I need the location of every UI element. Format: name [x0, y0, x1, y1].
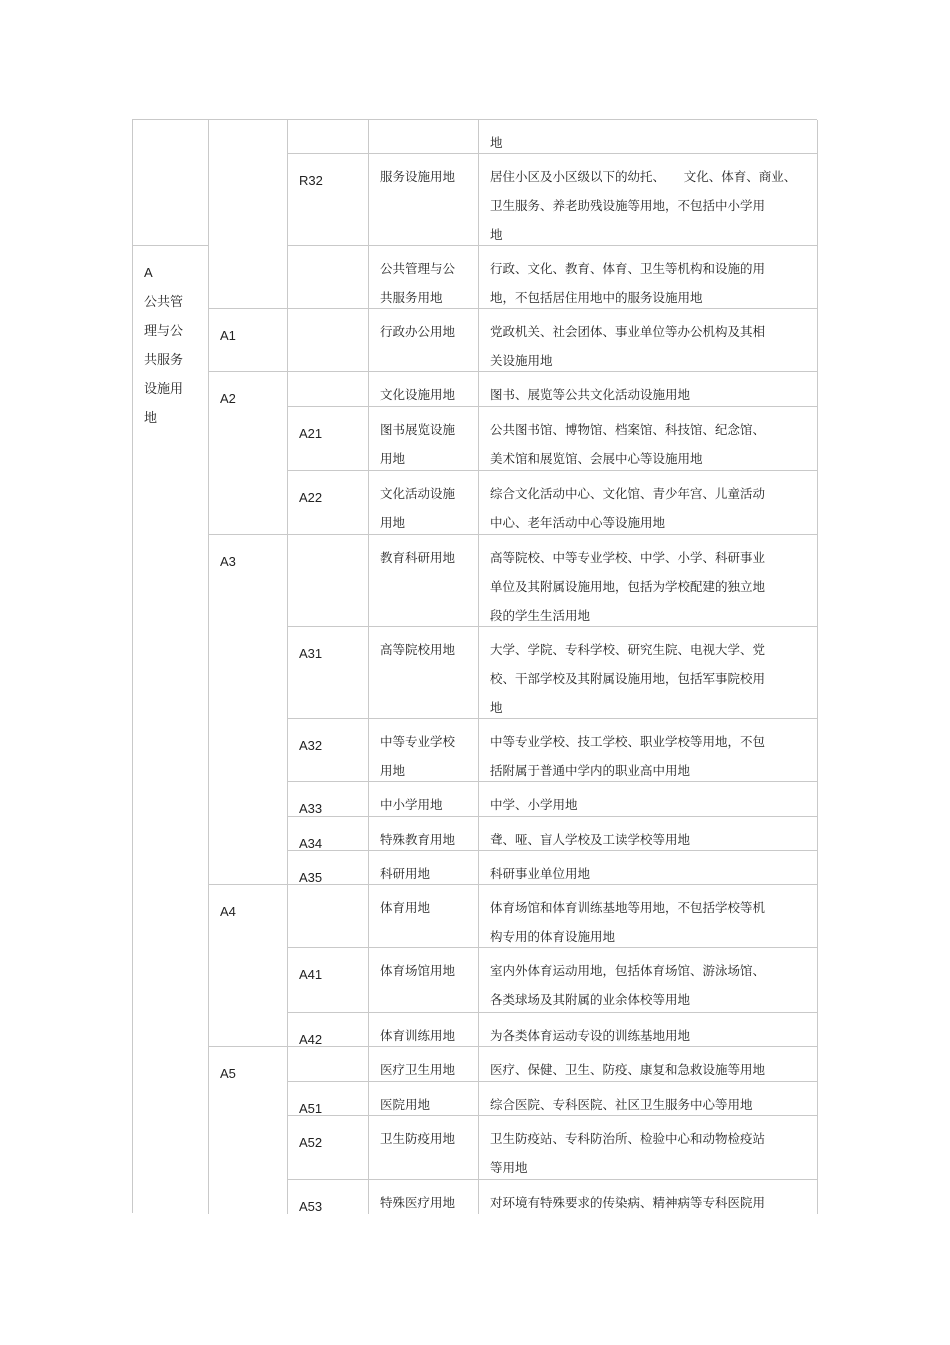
sub-category-cell: A52: [288, 1116, 369, 1180]
sub-category-cell: [288, 885, 369, 948]
category-description-cell: 综合医院、专科医院、社区卫生服务中心等用地: [479, 1082, 818, 1116]
mid-category-cell: [209, 120, 288, 309]
sub-category-cell: [288, 120, 369, 154]
sub-category-cell: A33: [288, 782, 369, 817]
category-description-cell: 大学、学院、专科学校、研究生院、电视大学、党 校、干部学校及其附属设施用地，包括军事院校用 地: [479, 627, 818, 719]
mid-category-cell: A2: [209, 372, 288, 535]
category-name-cell: 医疗卫生用地: [369, 1047, 479, 1082]
sub-category-cell: A53: [288, 1180, 369, 1214]
sub-category-cell: [288, 1047, 369, 1082]
category-description-cell: 居住小区及小区级以下的幼托、 文化、体育、商业、 卫生服务、养老助残设施等用地，不包括中小学用 地: [479, 154, 818, 246]
mid-category-cell: A3: [209, 535, 288, 885]
category-description-cell: 卫生防疫站、专科防治所、检验中心和动物检疫站 等用地: [479, 1116, 818, 1180]
sub-category-cell: [288, 309, 369, 372]
category-description-cell: 聋、哑、盲人学校及工读学校等用地: [479, 817, 818, 851]
category-description-cell: 公共图书馆、博物馆、档案馆、科技馆、纪念馆、 美术馆和展览馆、会展中心等设施用地: [479, 407, 818, 471]
category-description-cell: 行政、文化、教育、体育、卫生等机构和设施的用 地，不包括居住用地中的服务设施用地: [479, 246, 818, 309]
major-category-cell: A 公共管 理与公 共服务 设施用 地: [133, 246, 209, 1214]
category-description-cell: 为各类体育运动专设的训练基地用地: [479, 1013, 818, 1047]
category-description-cell: 医疗、保健、卫生、防疫、康复和急救设施等用地: [479, 1047, 818, 1082]
sub-category-cell: [288, 535, 369, 627]
category-name-cell: [369, 120, 479, 154]
major-category-cell: [133, 120, 209, 246]
sub-category-cell: A51: [288, 1082, 369, 1116]
category-name-cell: 行政办公用地: [369, 309, 479, 372]
sub-category-cell: R32: [288, 154, 369, 246]
category-name-cell: 特殊教育用地: [369, 817, 479, 851]
sub-category-cell: A21: [288, 407, 369, 471]
category-description-cell: 图书、展览等公共文化活动设施用地: [479, 372, 818, 407]
sub-category-cell: A32: [288, 719, 369, 782]
category-name-cell: 中小学用地: [369, 782, 479, 817]
sub-category-cell: A22: [288, 471, 369, 535]
sub-category-cell: [288, 372, 369, 407]
category-name-cell: 公共管理与公 共服务用地: [369, 246, 479, 309]
category-description-cell: 地: [479, 120, 818, 154]
sub-category-cell: A42: [288, 1013, 369, 1047]
category-name-cell: 教育科研用地: [369, 535, 479, 627]
category-name-cell: 高等院校用地: [369, 627, 479, 719]
sub-category-cell: A31: [288, 627, 369, 719]
category-description-cell: 中等专业学校、技工学校、职业学校等用地，不包 括附属于普通中学内的职业高中用地: [479, 719, 818, 782]
category-name-cell: 医院用地: [369, 1082, 479, 1116]
mid-category-cell: A1: [209, 309, 288, 372]
category-description-cell: 中学、小学用地: [479, 782, 818, 817]
category-description-cell: 体育场馆和体育训练基地等用地，不包括学校等机 构专用的体育设施用地: [479, 885, 818, 948]
mid-category-cell: A5: [209, 1047, 288, 1214]
sub-category-cell: [288, 246, 369, 309]
category-name-cell: 卫生防疫用地: [369, 1116, 479, 1180]
category-name-cell: 图书展览设施 用地: [369, 407, 479, 471]
category-description-cell: 科研事业单位用地: [479, 851, 818, 885]
category-name-cell: 服务设施用地: [369, 154, 479, 246]
land-use-table: [132, 119, 817, 1213]
category-description-cell: 综合文化活动中心、文化馆、青少年宫、儿童活动 中心、老年活动中心等设施用地: [479, 471, 818, 535]
category-description-cell: 对环境有特殊要求的传染病、精神病等专科医院用: [479, 1180, 818, 1214]
category-name-cell: 特殊医疗用地: [369, 1180, 479, 1214]
category-name-cell: 体育用地: [369, 885, 479, 948]
sub-category-cell: A41: [288, 948, 369, 1013]
category-name-cell: 中等专业学校 用地: [369, 719, 479, 782]
category-name-cell: 文化活动设施 用地: [369, 471, 479, 535]
mid-category-cell: A4: [209, 885, 288, 1047]
category-description-cell: 室内外体育运动用地，包括体育场馆、游泳场馆、 各类球场及其附属的业余体校等用地: [479, 948, 818, 1013]
category-name-cell: 体育场馆用地: [369, 948, 479, 1013]
sub-category-cell: A34: [288, 817, 369, 851]
category-description-cell: 高等院校、中等专业学校、中学、小学、科研事业 单位及其附属设施用地，包括为学校配建的独立地 段的学生生活用地: [479, 535, 818, 627]
category-name-cell: 体育训练用地: [369, 1013, 479, 1047]
category-description-cell: 党政机关、社会团体、事业单位等办公机构及其相 关设施用地: [479, 309, 818, 372]
category-name-cell: 文化设施用地: [369, 372, 479, 407]
sub-category-cell: A35: [288, 851, 369, 885]
category-name-cell: 科研用地: [369, 851, 479, 885]
